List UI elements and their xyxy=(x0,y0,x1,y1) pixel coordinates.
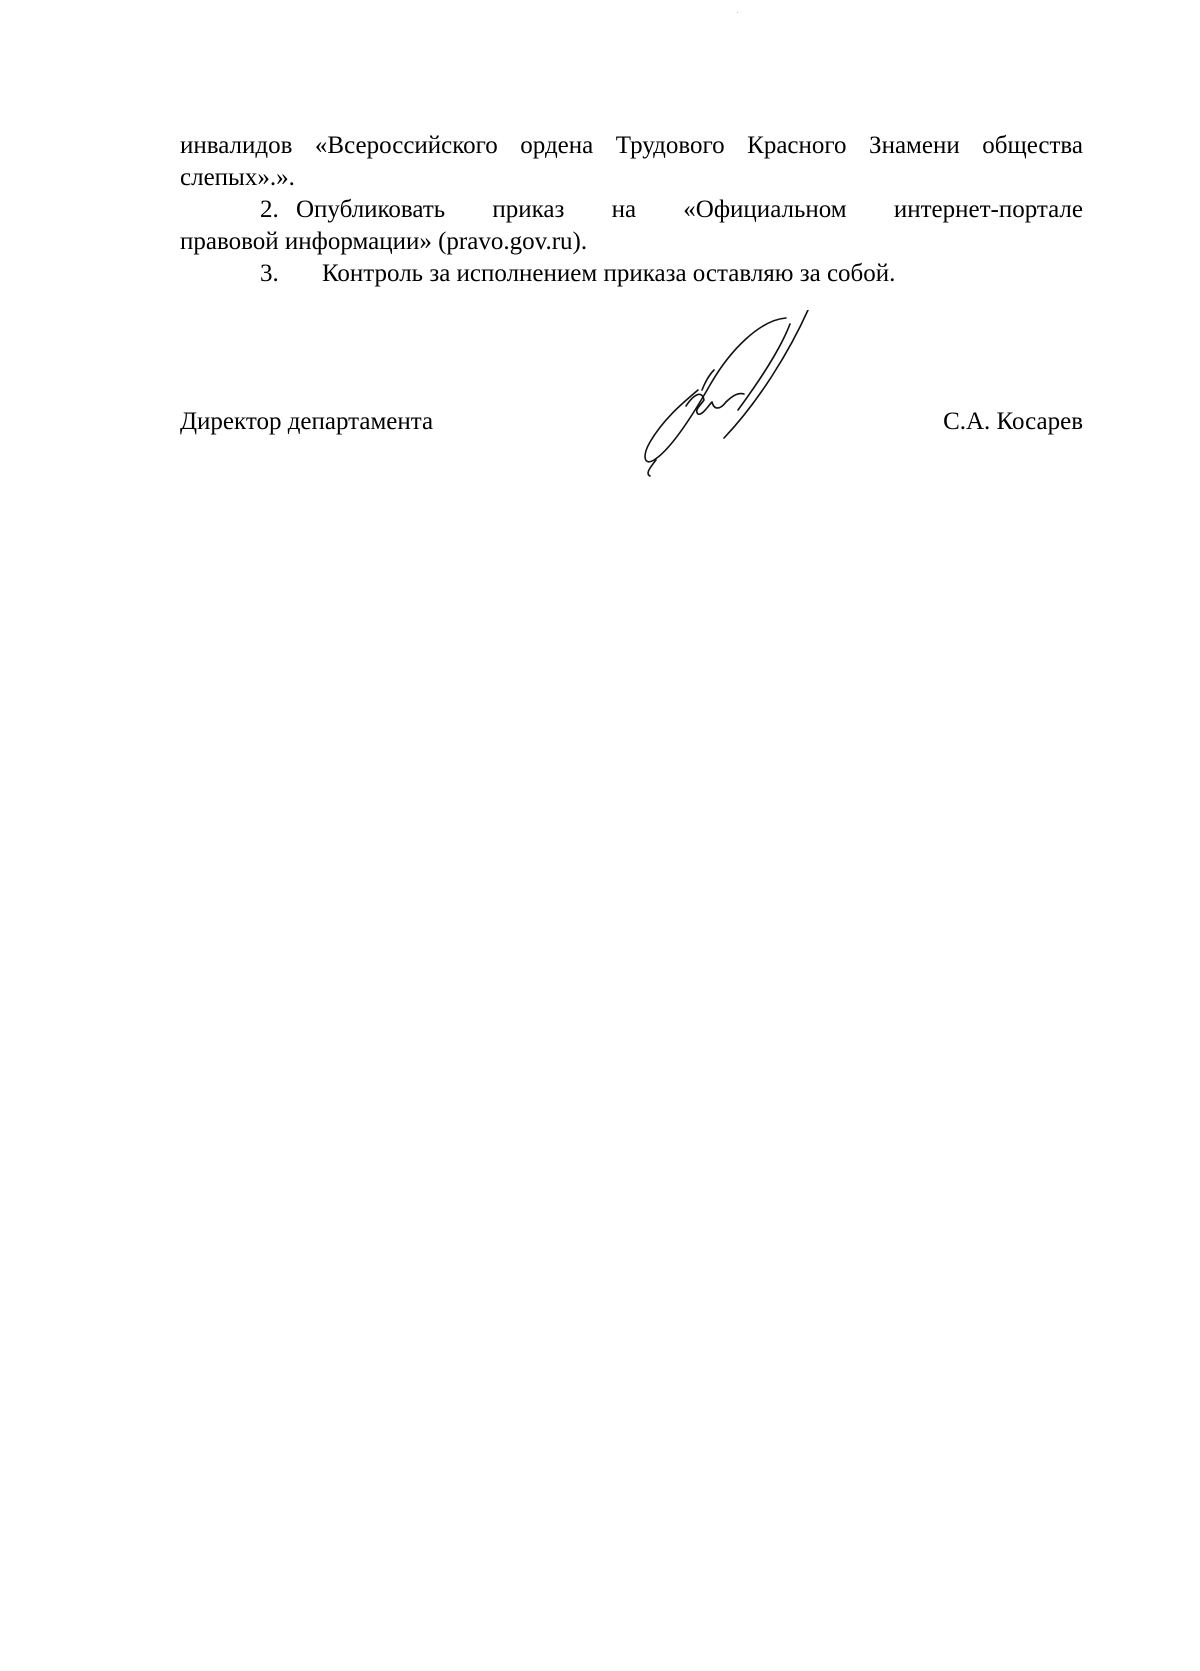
paragraph-line: слепых».». xyxy=(180,164,295,191)
item-number: 3. xyxy=(260,260,279,287)
signatory-name: С.А. Косарев xyxy=(943,408,1083,435)
item-first-line xyxy=(180,194,1083,226)
paragraph-line: инвалидов «Всероссийского ордена Трудового Красного Знамени общества xyxy=(180,132,1083,159)
signatory-title: Директор департамента xyxy=(180,408,434,435)
item-text: Контроль за исполнением приказа оставляю за собой. xyxy=(322,260,896,287)
numbered-item-2 xyxy=(180,194,1083,258)
numbered-item-3 xyxy=(180,258,1083,290)
item-text: Опубликовать приказ на «Официальном интернет-портале xyxy=(296,196,1083,223)
scan-artifact xyxy=(737,12,738,13)
item-second-line: правовой информации» (pravo.gov.ru). xyxy=(180,228,588,255)
paragraph-continuation xyxy=(180,130,1083,194)
handwritten-signature xyxy=(640,310,860,480)
item-number: 2. xyxy=(260,196,279,223)
